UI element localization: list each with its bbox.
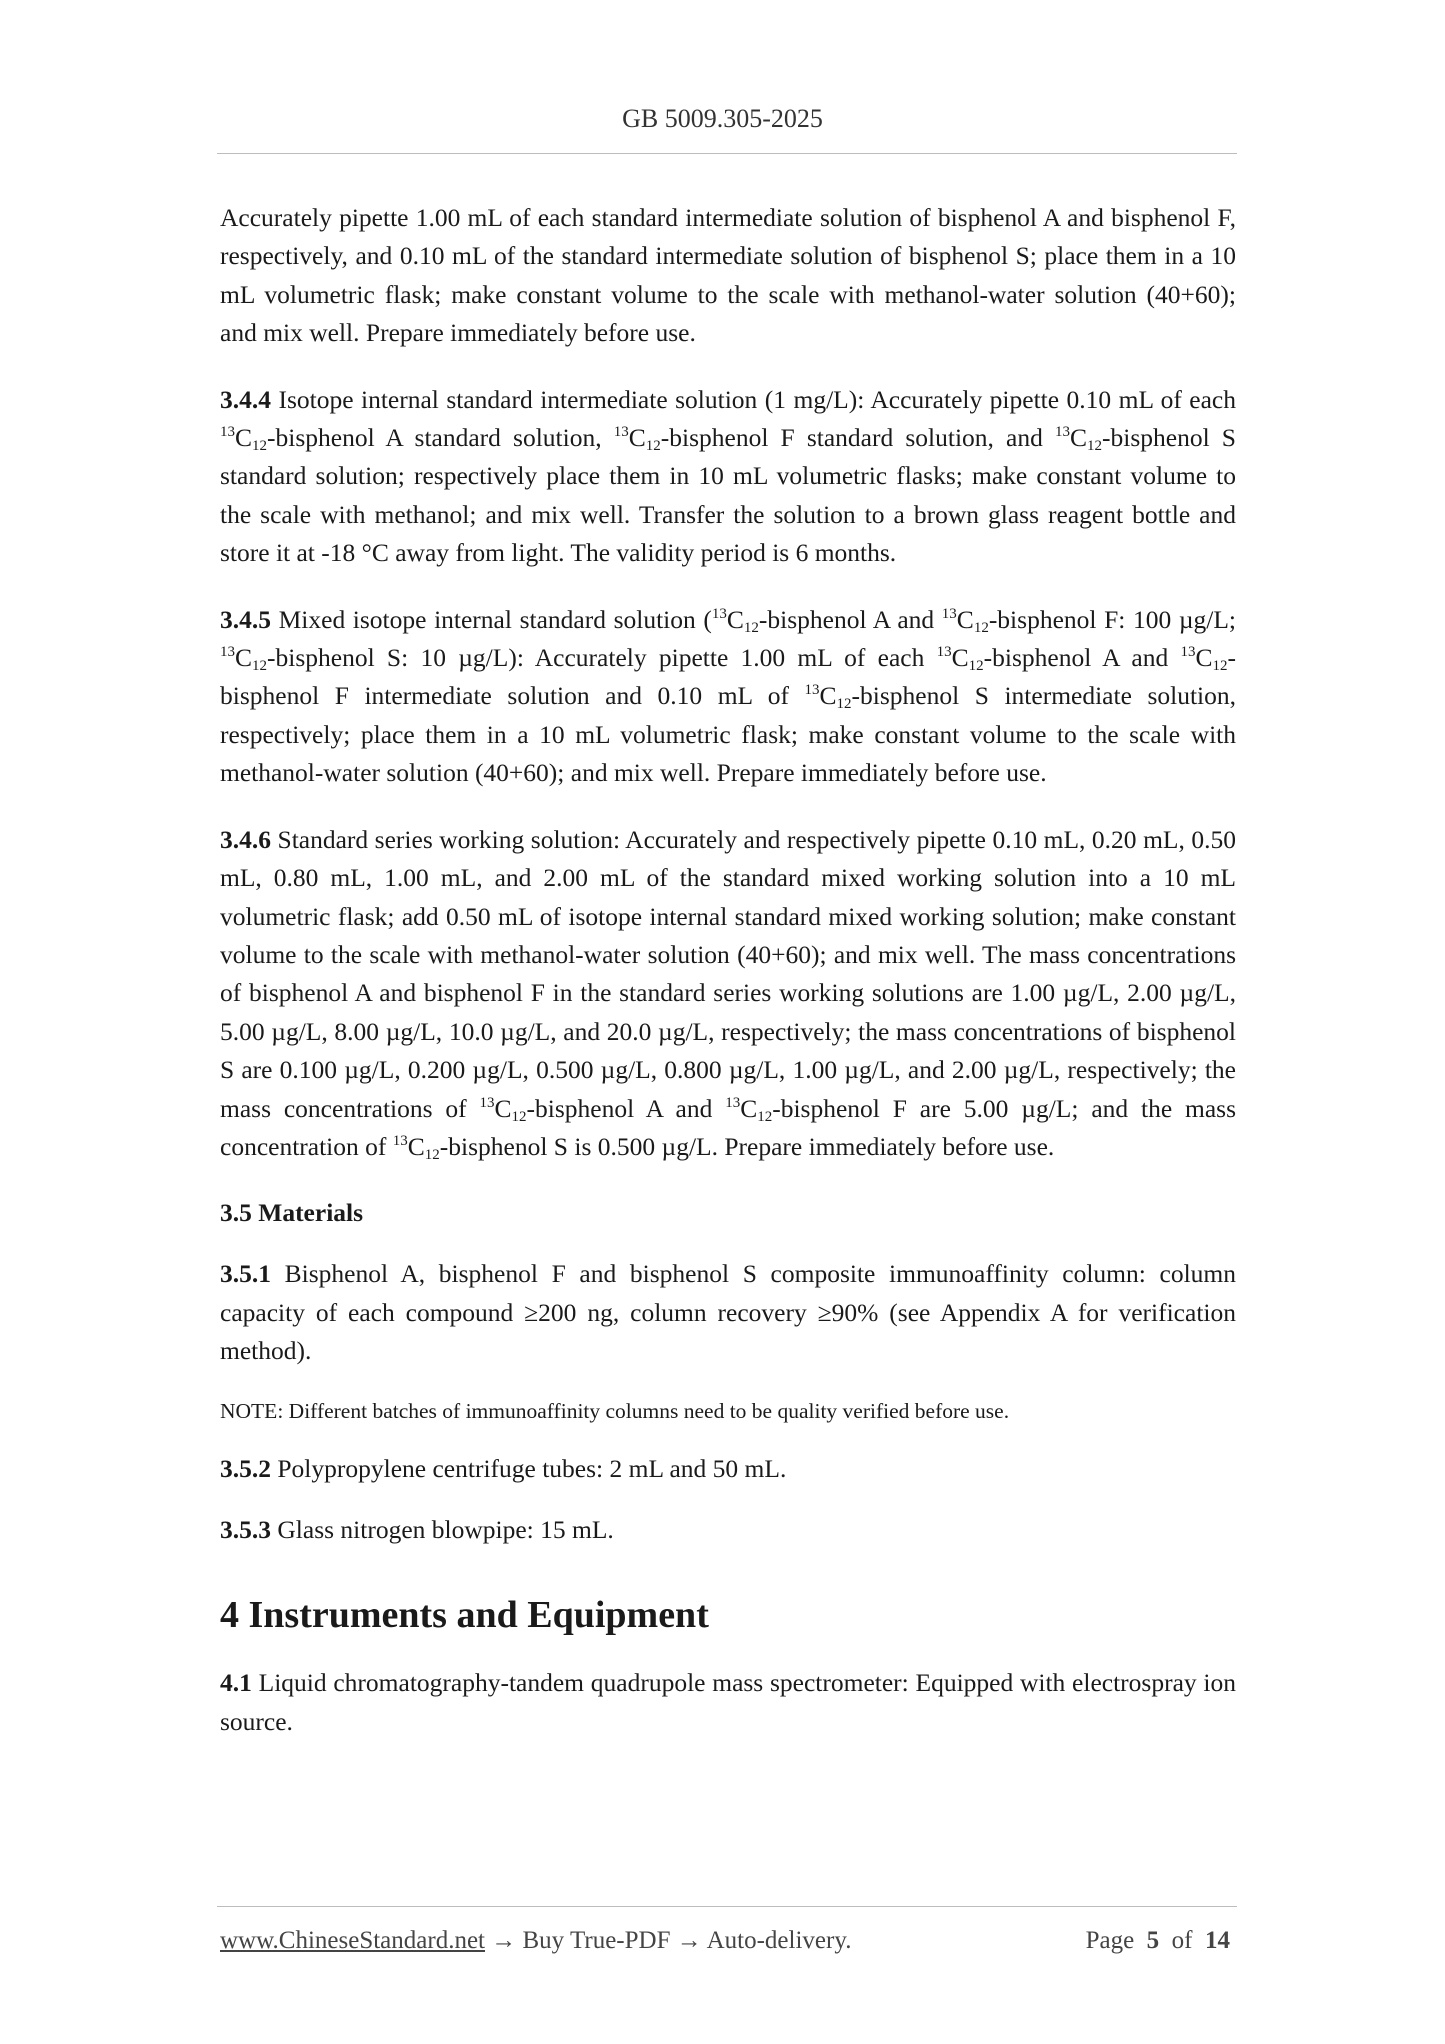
footer-divider	[217, 1906, 1237, 1907]
isotope-count: 12	[968, 658, 984, 675]
text-run: Isotope internal standard intermediate solution (1 mg/L): Accurately pipette 0.10 mL of each	[271, 384, 1236, 414]
text-run: -bisphenol A standard solution,	[267, 423, 614, 453]
isotope-element: C	[235, 423, 253, 453]
isotope-mass: 13	[936, 644, 952, 661]
document-body	[220, 199, 1236, 1741]
isotope-mass: 13	[1180, 644, 1196, 661]
text-run: Bisphenol A, bisphenol F and bisphenol S composite immunoaffinity column: column capacity of each compound ≥200 ng, column recovery ≥90% (see Appendix A for verification method).	[220, 1259, 1236, 1366]
clause-number: 3.4.5	[220, 604, 271, 634]
isotope-count: 12	[973, 619, 989, 636]
footer-promo	[220, 1927, 851, 1955]
header-divider	[217, 153, 1237, 154]
paragraph-3-4-6	[220, 821, 1236, 1167]
paragraph-3-4-5	[220, 601, 1236, 793]
isotope-element: C	[951, 643, 969, 673]
text-run: -bisphenol A and	[758, 604, 942, 634]
clause-number: 3.5.1	[220, 1259, 271, 1289]
clause-number: 3.4.4	[220, 384, 271, 414]
buy-text: Buy True-PDF	[522, 1927, 671, 1954]
text-run: -bisphenol F standard solution, and	[660, 423, 1055, 453]
isotope-element: C	[628, 423, 646, 453]
clause-number: 3.5.3	[220, 1514, 271, 1544]
isotope-mass: 13	[220, 424, 235, 441]
isotope-mass: 13	[392, 1132, 408, 1149]
isotope-element: C	[407, 1131, 425, 1161]
text-run: -bisphenol F are 5.00 µg/L; and the mass concentration of	[220, 1093, 1237, 1161]
isotope-count: 12	[252, 658, 268, 675]
isotope-element: C	[1195, 643, 1213, 673]
isotope-element: C	[740, 1093, 758, 1123]
text-run: -bisphenol F intermediate solution and 0.10 mL of	[220, 643, 1236, 711]
clause-number: 4.1	[220, 1668, 252, 1698]
text-run: Standard series working solution: Accurately and respectively pipette 0.10 mL, 0.20 mL, 0.50 mL, 0.80 mL, 1.00 mL, and 2.00 mL of the standard mixed working solution into a 10 mL volumetric flask; add 0.50 mL of isotope internal standard mixed working solution; make constant volume to the scale with methanol-water solution (40+60); and mix well. The mass concentrations of bisphenol A and bisphenol F in the standard series working solutions are 1.00 µg/L, 2.00 µg/L, 5.00 µg/L, 8.00 µg/L, 10.0 µg/L, and 20.0 µg/L, respectively; the mass concentrations of bisphenol S are 0.100 µg/L, 0.200 µg/L, 0.500 µg/L, 0.800 µg/L, 1.00 µg/L, and 2.00 µg/L, respectively; the mass concentrations of	[220, 824, 1236, 1123]
isotope-mass: 13	[725, 1094, 741, 1111]
isotope-mass: 13	[1055, 424, 1070, 441]
isotope-count: 12	[757, 1108, 773, 1125]
text-run: -bisphenol F: 100 µg/L;	[988, 604, 1237, 634]
text-run: -bisphenol S standard solution; respectively place them in 10 mL volumetric flasks; make constant volume to the scale with methanol; and mix well. Transfer the solution to a brown glass reagent bottle and store it at -18 °C away from light. The validity period is 6 months.	[220, 423, 1236, 568]
isotope-count: 12	[743, 619, 759, 636]
arrow-icon: →	[670, 1927, 707, 1954]
isotope-element: C	[726, 604, 744, 634]
arrow-icon: →	[485, 1927, 523, 1954]
paragraph-intro: Accurately pipette 1.00 mL of each standard intermediate solution of bisphenol A and bisphenol F, respectively, and 0.10 mL of the standard intermediate solution of bisphenol S; place them in a 10 mL volumetric flask; make constant volume to the scale with methanol-water solution (40+60); and mix well. Prepare immediately before use.	[220, 203, 1236, 348]
text-run: Liquid chromatography-tandem quadrupole mass spectrometer: Equipped with electrospray ion source.	[220, 1668, 1236, 1736]
isotope-element: C	[235, 643, 253, 673]
isotope-mass: 13	[804, 682, 820, 699]
website-link[interactable]: www.ChineseStandard.net	[220, 1927, 485, 1954]
page-total: 14	[1205, 1927, 1230, 1954]
text-run: -bisphenol S: 10 µg/L): Accurately pipette 1.00 mL of each	[267, 643, 937, 673]
isotope-count: 12	[1212, 658, 1228, 675]
clause-number: 3.4.6	[220, 824, 271, 854]
isotope-element: C	[819, 681, 837, 711]
text-run: -bisphenol A and	[526, 1093, 726, 1123]
isotope-mass: 13	[220, 644, 235, 661]
text-run: -bisphenol A and	[983, 643, 1181, 673]
clause-number: 3.5.2	[220, 1453, 271, 1483]
isotope-count: 12	[424, 1146, 440, 1163]
paragraph-3-4-4	[220, 381, 1236, 573]
isotope-mass: 13	[613, 424, 629, 441]
note-text: NOTE: Different batches of immunoaffinity columns need to be quality verified before use.	[220, 1398, 1010, 1423]
text-run: Mixed isotope internal standard solution (	[271, 604, 712, 634]
paragraph-3-5-2	[220, 1450, 1236, 1488]
isotope-count: 12	[1087, 438, 1103, 455]
section-heading-3-5: 3.5 Materials	[220, 1198, 364, 1228]
isotope-count: 12	[836, 696, 852, 713]
isotope-count: 12	[511, 1108, 527, 1125]
isotope-element: C	[494, 1093, 512, 1123]
isotope-mass: 13	[941, 605, 957, 622]
page-label: Page	[1085, 1927, 1135, 1954]
isotope-mass: 13	[711, 605, 727, 622]
page-indicator	[1086, 1927, 1230, 1955]
isotope-mass: 13	[479, 1094, 495, 1111]
isotope-element: C	[1070, 423, 1088, 453]
chapter-heading-4: 4 Instruments and Equipment	[220, 1594, 709, 1637]
of-label: of	[1171, 1927, 1193, 1954]
text-run: Glass nitrogen blowpipe: 15 mL.	[271, 1514, 614, 1544]
paragraph-4-1	[220, 1664, 1236, 1741]
text-run: -bisphenol S intermediate solution, respectively; place them in a 10 mL volumetric flask; make constant volume to the scale with methanol-water solution (40+60); and mix well. Prepare immediately before use.	[220, 681, 1237, 788]
paragraph-3-5-1	[220, 1255, 1236, 1370]
text-run: -bisphenol S is 0.500 µg/L. Prepare immediately before use.	[439, 1131, 1055, 1161]
delivery-text: Auto-delivery.	[706, 1927, 852, 1954]
paragraph-3-5-3	[220, 1511, 1236, 1549]
page-number: 5	[1146, 1927, 1160, 1954]
isotope-count: 12	[645, 438, 661, 455]
isotope-element: C	[956, 604, 974, 634]
document-code-header: GB 5009.305-2025	[622, 104, 823, 133]
isotope-count: 12	[252, 438, 268, 455]
text-run: Polypropylene centrifuge tubes: 2 mL and 50 mL.	[271, 1453, 787, 1483]
